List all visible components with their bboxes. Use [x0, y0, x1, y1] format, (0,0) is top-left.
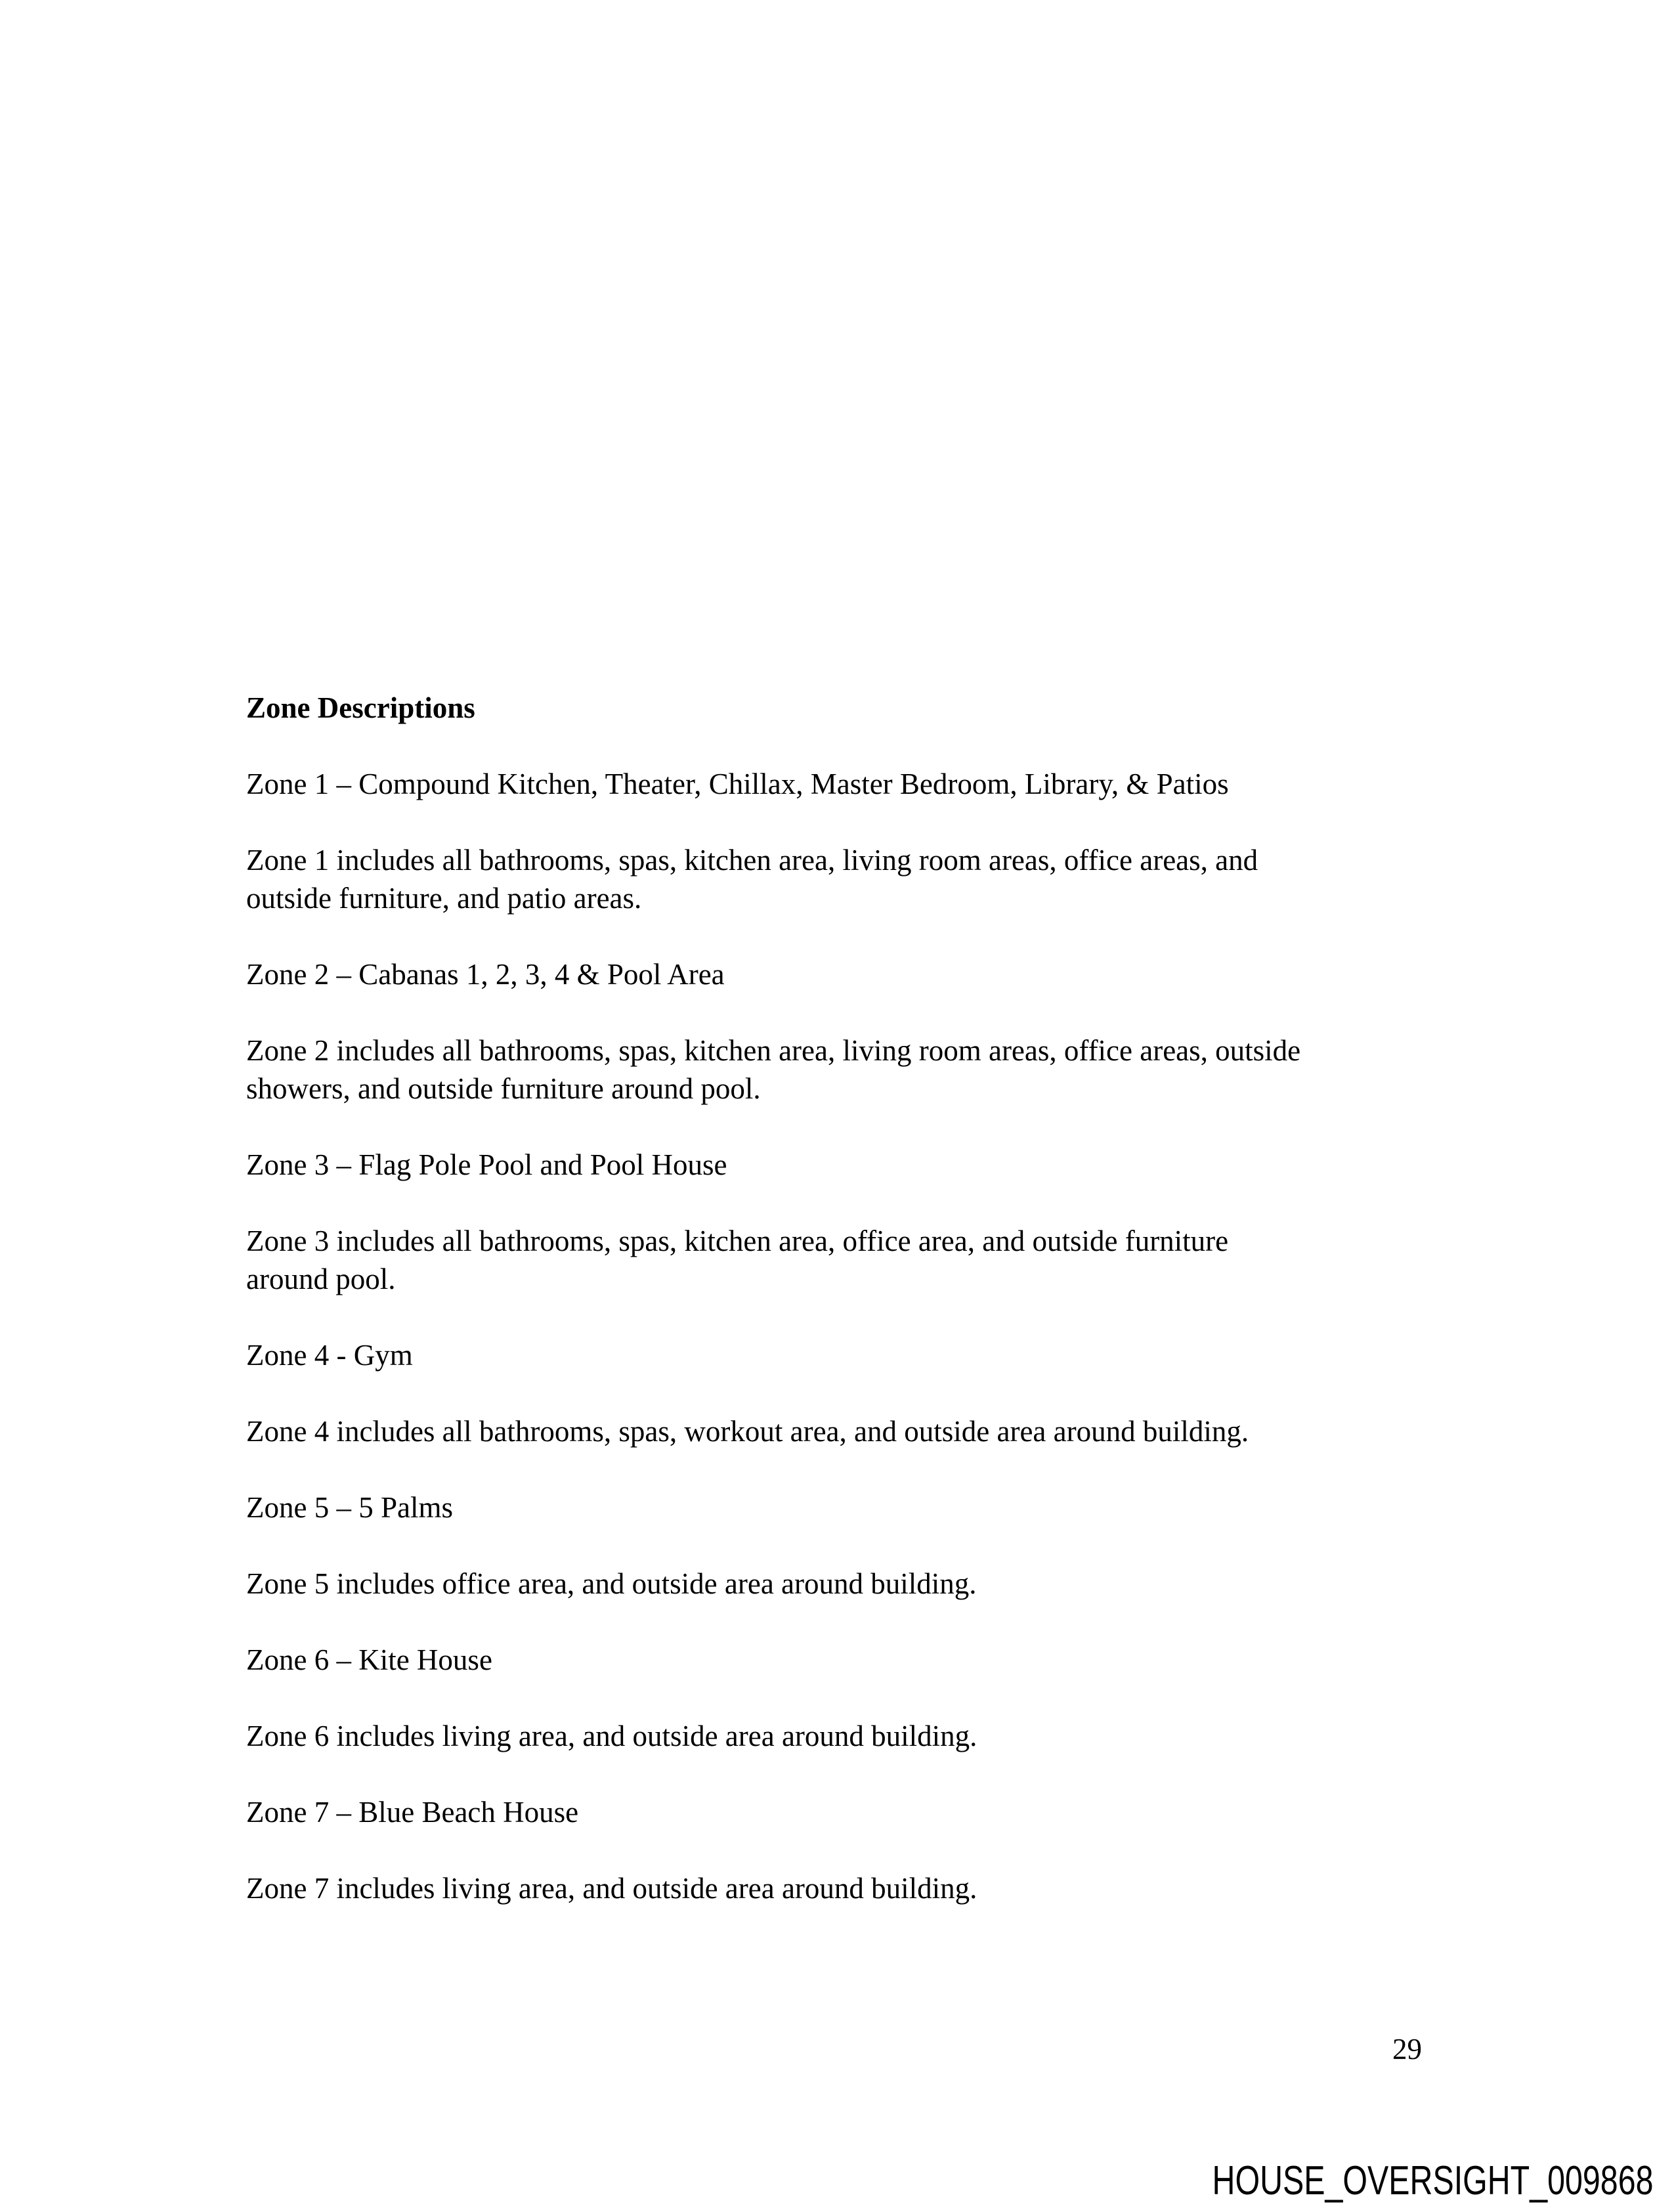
zone-1-description: [246, 841, 1428, 917]
text-line: Zone 1 includes all bathrooms, spas, kitchen area, living room areas, office areas, and: [246, 844, 1258, 877]
zone-6-title: [246, 1641, 1428, 1679]
page-number: 29: [1392, 2033, 1422, 2066]
text-line: Zone 1 – Compound Kitchen, Theater, Chillax, Master Bedroom, Library, & Patios: [246, 768, 1229, 800]
zone-5-title: [246, 1488, 1428, 1527]
zone-descriptions-section: [246, 689, 1428, 1945]
zone-7-description: [246, 1869, 1428, 1907]
zone-4-title: [246, 1336, 1428, 1374]
text-line: Zone 5 – 5 Palms: [246, 1491, 453, 1524]
text-line: Zone 7 – Blue Beach House: [246, 1796, 579, 1829]
text-line: Zone 7 includes living area, and outside area around building.: [246, 1872, 977, 1905]
text-line: showers, and outside furniture around pool.: [246, 1072, 761, 1105]
zone-2-description: [246, 1031, 1428, 1108]
text-line: Zone 5 includes office area, and outside area around building.: [246, 1567, 977, 1600]
text-line: Zone 2 – Cabanas 1, 2, 3, 4 & Pool Area: [246, 958, 725, 991]
section-heading: Zone Descriptions: [246, 691, 475, 724]
text-line: Zone 6 – Kite House: [246, 1643, 492, 1676]
zone-7-title: [246, 1793, 1428, 1831]
zone-6-description: [246, 1717, 1428, 1755]
zone-5-description: [246, 1565, 1428, 1603]
text-line: Zone 4 includes all bathrooms, spas, workout area, and outside area around building.: [246, 1415, 1249, 1448]
zone-3-description: [246, 1222, 1428, 1298]
text-line: outside furniture, and patio areas.: [246, 882, 642, 915]
zone-3-title: [246, 1146, 1428, 1184]
text-line: Zone 3 includes all bathrooms, spas, kitchen area, office area, and outside furniture: [246, 1225, 1229, 1257]
zone-4-description: [246, 1412, 1428, 1450]
zone-1-title: [246, 765, 1428, 803]
text-line: Zone 2 includes all bathrooms, spas, kitchen area, living room areas, office areas, outside: [246, 1034, 1301, 1067]
text-line: Zone 4 - Gym: [246, 1339, 413, 1372]
text-line: Zone 3 – Flag Pole Pool and Pool House: [246, 1148, 727, 1181]
zone-2-title: [246, 955, 1428, 993]
text-line: around pool.: [246, 1263, 396, 1295]
bates-number: HOUSE_OVERSIGHT_009868: [1212, 2158, 1653, 2203]
text-line: Zone 6 includes living area, and outside area around building.: [246, 1720, 977, 1752]
